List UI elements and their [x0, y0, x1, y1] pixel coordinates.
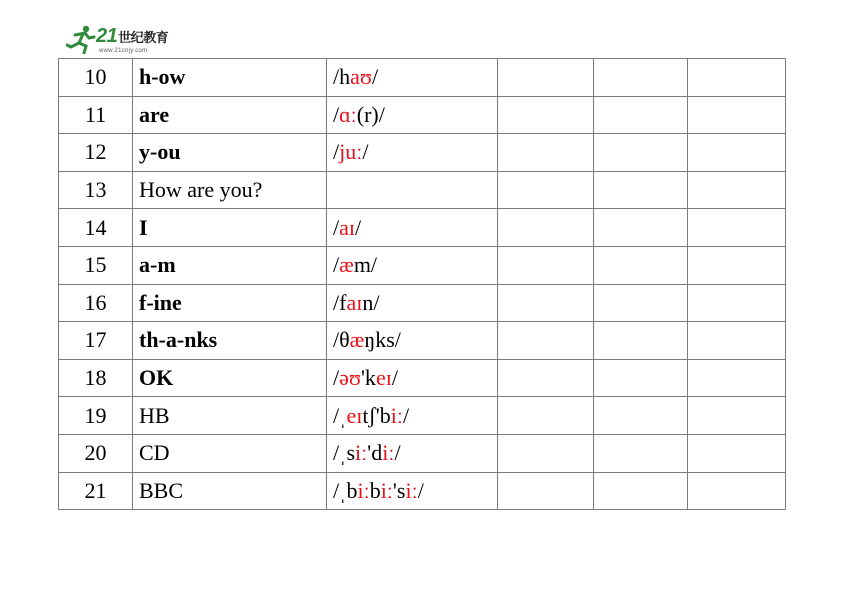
- phonetic-cell: [327, 134, 498, 172]
- word-cell: How are you?: [133, 171, 327, 209]
- phonetic-highlight: æ: [349, 327, 365, 353]
- blank-cell: [594, 96, 688, 134]
- blank-cell: [498, 246, 594, 284]
- blank-cell: [688, 284, 786, 322]
- phonetic-highlight: ɑː: [339, 101, 357, 127]
- word-cell: HB: [133, 397, 327, 435]
- phonetic-cell: [327, 359, 498, 397]
- row-number: 18: [59, 359, 133, 397]
- word-cell: f-ine: [133, 284, 327, 322]
- phonetic-text: /: [362, 139, 369, 165]
- blank-cell: [594, 434, 688, 472]
- row-number: 14: [59, 209, 133, 247]
- phonetic-text: 'd: [367, 440, 383, 466]
- blank-cell: [498, 397, 594, 435]
- phonetic-cell: [327, 397, 498, 435]
- blank-cell: [594, 397, 688, 435]
- site-logo: [66, 22, 186, 56]
- phonetic-text: /: [371, 64, 379, 90]
- phonetic-text: /: [391, 365, 398, 391]
- table-row: [59, 96, 786, 134]
- blank-cell: [594, 246, 688, 284]
- blank-cell: [594, 209, 688, 247]
- blank-cell: [594, 472, 688, 510]
- table-row: [59, 434, 786, 472]
- phonetic-highlight: juː: [339, 139, 363, 165]
- phonetic-text: /: [333, 101, 340, 127]
- phonetic-highlight: eɪ: [375, 365, 392, 391]
- phonetic-text: /ˌs: [333, 440, 355, 466]
- word-cell: a-m: [133, 246, 327, 284]
- phonetic-highlight: iː: [390, 402, 403, 428]
- word-cell: OK: [133, 359, 327, 397]
- word-cell: y-ou: [133, 134, 327, 172]
- phonetic-cell: [327, 171, 498, 209]
- phonetic-text: /: [394, 440, 401, 466]
- row-number: 10: [59, 59, 133, 97]
- blank-cell: [688, 397, 786, 435]
- phonetic-text: /: [355, 214, 362, 240]
- phonetic-highlight: iː: [405, 477, 418, 503]
- table-row: [59, 397, 786, 435]
- table-row: [59, 359, 786, 397]
- blank-cell: [498, 284, 594, 322]
- phonetic-text: /: [402, 402, 410, 428]
- blank-cell: [688, 209, 786, 247]
- phonetic-cell: [327, 59, 498, 97]
- blank-cell: [594, 134, 688, 172]
- blank-cell: [688, 472, 786, 510]
- phonetic-text: 'k: [360, 365, 376, 391]
- word-cell: CD: [133, 434, 327, 472]
- blank-cell: [498, 359, 594, 397]
- phonetic-text: /: [333, 214, 340, 240]
- phonetic-highlight: iː: [382, 440, 395, 466]
- word-cell: th-a-nks: [133, 322, 327, 360]
- blank-cell: [688, 246, 786, 284]
- phonetic-cell: [327, 472, 498, 510]
- word-cell: BBC: [133, 472, 327, 510]
- blank-cell: [498, 472, 594, 510]
- phonetic-highlight: əʊ: [339, 365, 361, 391]
- phonetic-text: (r)/: [356, 101, 385, 127]
- phonetic-cell: [327, 322, 498, 360]
- blank-cell: [688, 171, 786, 209]
- blank-cell: [688, 359, 786, 397]
- table-row: [59, 134, 786, 172]
- table-row: [59, 246, 786, 284]
- logo-url: www.21cnjy.com: [99, 48, 148, 54]
- table-row: [59, 171, 786, 209]
- blank-cell: [594, 359, 688, 397]
- blank-cell: [498, 96, 594, 134]
- phonetic-cell: [327, 284, 498, 322]
- table-row: [59, 59, 786, 97]
- phonetic-highlight: æ: [339, 252, 354, 278]
- word-cell: I: [133, 209, 327, 247]
- phonetic-text: ŋks/: [364, 327, 401, 353]
- table-row: [59, 209, 786, 247]
- blank-cell: [498, 171, 594, 209]
- row-number: 15: [59, 246, 133, 284]
- blank-cell: [498, 322, 594, 360]
- blank-cell: [594, 284, 688, 322]
- phonetic-text: tʃ'b: [362, 402, 391, 428]
- phonetic-text: /h: [333, 64, 351, 90]
- phonetic-text: /f: [333, 289, 347, 315]
- blank-cell: [594, 59, 688, 97]
- table-row: [59, 322, 786, 360]
- table-row: [59, 284, 786, 322]
- phonetic-cell: [327, 96, 498, 134]
- logo-name: 21世纪教育: [96, 25, 169, 47]
- phonetic-highlight: aʊ: [350, 64, 372, 90]
- row-number: 21: [59, 472, 133, 510]
- phonetic-text: /: [333, 252, 340, 278]
- blank-cell: [688, 322, 786, 360]
- row-number: 19: [59, 397, 133, 435]
- phonetic-text: 's: [392, 477, 406, 503]
- phonetic-text: m/: [353, 252, 378, 278]
- blank-cell: [688, 96, 786, 134]
- row-number: 12: [59, 134, 133, 172]
- phonetic-text: /: [417, 477, 424, 503]
- phonetic-highlight: aɪ: [339, 214, 356, 240]
- blank-cell: [498, 134, 594, 172]
- running-figure-icon: [66, 24, 96, 54]
- phonetic-cell: [327, 246, 498, 284]
- row-number: 11: [59, 96, 133, 134]
- phonetic-text: b: [369, 477, 381, 503]
- row-number: 13: [59, 171, 133, 209]
- phonetic-text: /: [333, 139, 340, 165]
- phonetic-highlight: iː: [357, 477, 370, 503]
- vocabulary-table: [58, 58, 786, 510]
- phonetic-highlight: eɪ: [346, 402, 363, 428]
- phonetic-cell: [327, 209, 498, 247]
- phonetic-text: n/: [362, 289, 380, 315]
- blank-cell: [594, 322, 688, 360]
- blank-cell: [498, 434, 594, 472]
- blank-cell: [688, 134, 786, 172]
- blank-cell: [594, 171, 688, 209]
- blank-cell: [688, 59, 786, 97]
- row-number: 17: [59, 322, 133, 360]
- phonetic-highlight: iː: [380, 477, 393, 503]
- phonetic-text: /ˌb: [333, 477, 358, 503]
- phonetic-cell: [327, 434, 498, 472]
- phonetic-text: /ˌ: [333, 402, 347, 428]
- row-number: 16: [59, 284, 133, 322]
- phonetic-highlight: aɪ: [346, 289, 363, 315]
- row-number: 20: [59, 434, 133, 472]
- blank-cell: [688, 434, 786, 472]
- word-cell: are: [133, 96, 327, 134]
- blank-cell: [498, 209, 594, 247]
- phonetic-highlight: iː: [355, 440, 368, 466]
- phonetic-text: /: [333, 365, 340, 391]
- table-row: [59, 472, 786, 510]
- blank-cell: [498, 59, 594, 97]
- phonetic-text: /θ: [333, 327, 350, 353]
- word-cell: h-ow: [133, 59, 327, 97]
